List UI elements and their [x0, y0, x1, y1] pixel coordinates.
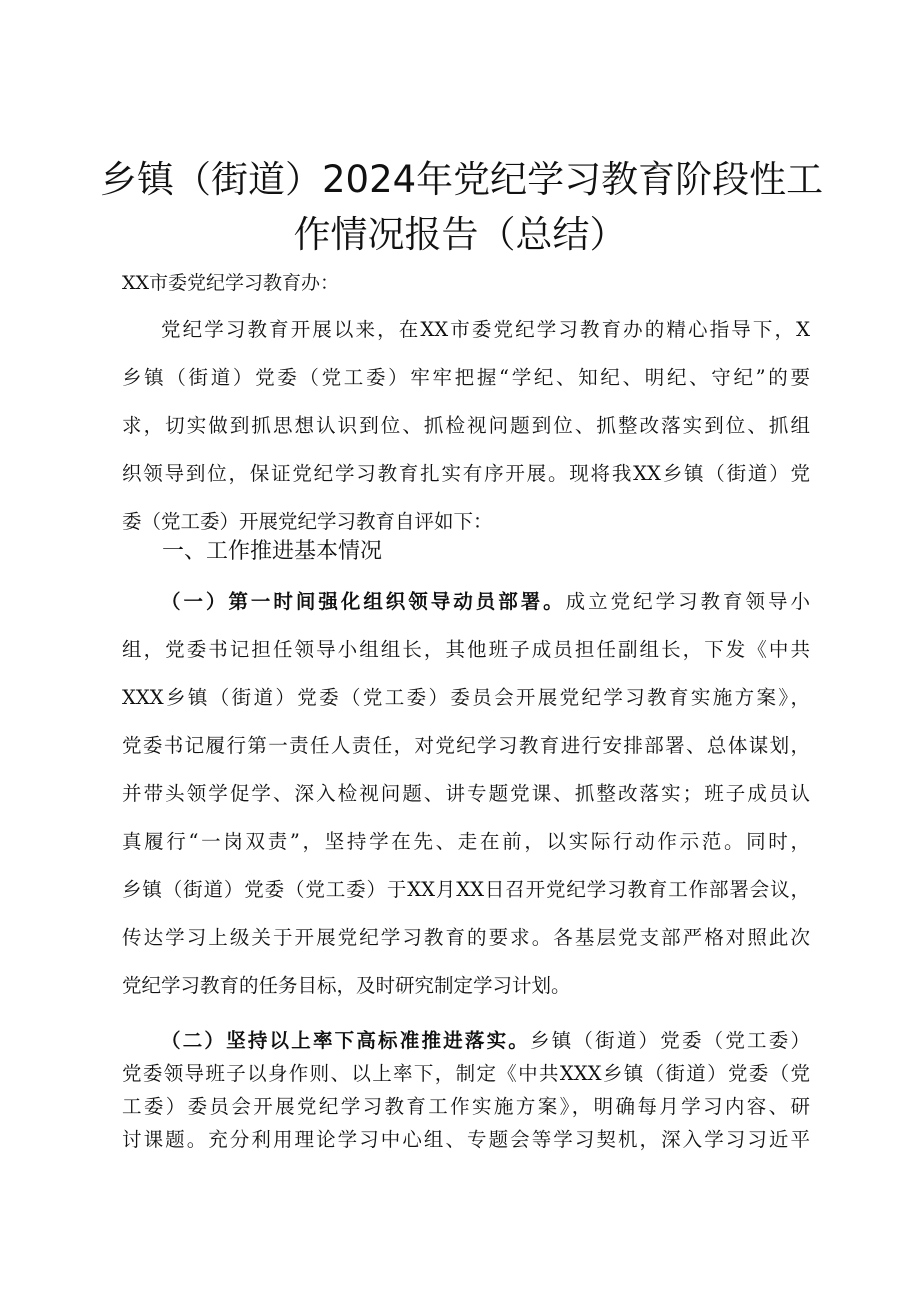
subsection-1-line: XXX乡镇（街道）党委（党工委）委员会开展党纪学习教育实施方案》，: [122, 686, 810, 709]
subsection-2-first-line: [122, 1024, 810, 1057]
subsection-1-line: 党委书记履行第一责任人责任，对党纪学习教育进行安排部署、总体谋划，: [122, 734, 810, 757]
subsection-2-lead: （二）坚持以上率下高标准推进落实。: [161, 1029, 530, 1052]
subsection-1-line: 并带头领学促学、深入检视问题、讲专题党课、抓整改落实；班子成员认: [122, 782, 810, 805]
salutation: XX市委党纪学习教育办：: [122, 272, 340, 294]
document-title-line-2: 作情况报告（总结）: [293, 213, 627, 256]
subsection-2-paragraph: [122, 1024, 810, 1156]
intro-line: 委（党工委）开展党纪学习教育自评如下：: [122, 510, 493, 533]
subsection-1-lead: （一）第一时间强化组织领导动员部署。: [161, 590, 566, 613]
subsection-1-line: 传达学习上级关于开展党纪学习教育的要求。各基层党支部严格对照此次: [122, 926, 810, 949]
intro-line: 求，切实做到抓思想认识到位、抓检视问题到位、抓整改落实到位、抓组: [122, 414, 810, 437]
subsection-1-line: 党纪学习教育的任务目标，及时研究制定学习计划。: [122, 974, 571, 997]
subsection-2-first-line-text: 乡镇（街道）党委（党工委）: [530, 1029, 810, 1052]
subsection-1-line: 乡镇（街道）党委（党工委）于XX月XX日召开党纪学习教育工作部署会议，: [122, 878, 810, 901]
section-heading-1: 一、工作推进基本情况: [162, 539, 383, 564]
subsection-1-line: 真履行“一岗双责”，坚持学在先、走在前，以实际行动作示范。同时，: [122, 830, 810, 853]
intro-line: 织领导到位，保证党纪学习教育扎实有序开展。现将我XX乡镇（街道）党: [122, 462, 810, 485]
subsection-2-line: 讨课题。充分利用理论学习中心组、专题会等学习契机，深入学习习近平: [122, 1128, 810, 1151]
subsection-1-line: 组，党委书记担任领导小组组长，其他班子成员担任副组长，下发《中共: [122, 638, 810, 661]
subsection-2-line: 工委）委员会开展党纪学习教育工作实施方案》，明确每月学习内容、研: [122, 1095, 810, 1118]
intro-paragraph: [122, 306, 810, 546]
subsection-1-paragraph: [122, 578, 810, 1010]
document-title-line-1: 乡镇（街道）2024年党纪学习教育阶段性工: [100, 158, 824, 201]
intro-line: 党纪学习教育开展以来，在XX市委党纪学习教育办的精心指导下，X: [161, 318, 810, 341]
subsection-1-first-line: [122, 578, 810, 626]
intro-line: 乡镇（街道）党委（党工委）牢牢把握“学纪、知纪、明纪、守纪”的要: [122, 366, 810, 389]
subsection-2-line: 党委领导班子以身作则、以上率下，制定《中共XXX乡镇（街道）党委（党: [122, 1062, 810, 1085]
subsection-1-first-line-text: 成立党纪学习教育领导小: [565, 590, 810, 613]
